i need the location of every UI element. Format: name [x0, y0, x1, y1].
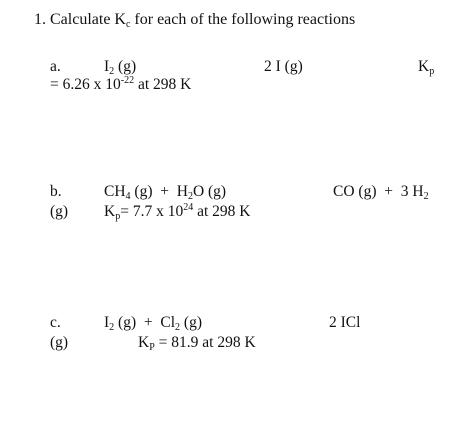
reaction-b-products: CO (g) + 3 $H_2$ — [333, 183, 429, 202]
reaction-b-reactants: $CH_4$ $(g) + H_2O$ (g) — [104, 183, 227, 202]
reaction-a-constant: = 6.26 x $10^{-22}$ at 298 K — [50, 75, 192, 93]
reaction-c-constant: $K_P = 81.9$ at 298 K — [138, 334, 256, 353]
reaction-c-reactants: $I_2$ $(g) + Cl_2$ (g) — [104, 314, 202, 333]
reaction-a-reactant: $I_2$ (g) — [104, 58, 137, 77]
question-number: 1. — [34, 11, 46, 28]
reaction-b-constant: $K_p= 7.7$ x $10^{24}$ at 298 K — [104, 202, 251, 222]
reaction-a-product: 2 I (g) — [264, 58, 303, 75]
reaction-c-continued-state: (g) — [50, 334, 69, 351]
reaction-b-letter: b. — [50, 183, 62, 200]
reaction-a-letter: a. — [50, 58, 61, 75]
reaction-c-letter: c. — [50, 314, 61, 331]
reaction-a-k-symbol: $K_p$ — [418, 58, 435, 77]
question-heading — [34, 11, 355, 29]
reaction-b-continued-state: (g) — [50, 203, 69, 220]
reaction-c-products: 2 ICl — [329, 314, 361, 331]
question-text: Calculate $K_c$ for each of the following reactions — [50, 11, 356, 30]
